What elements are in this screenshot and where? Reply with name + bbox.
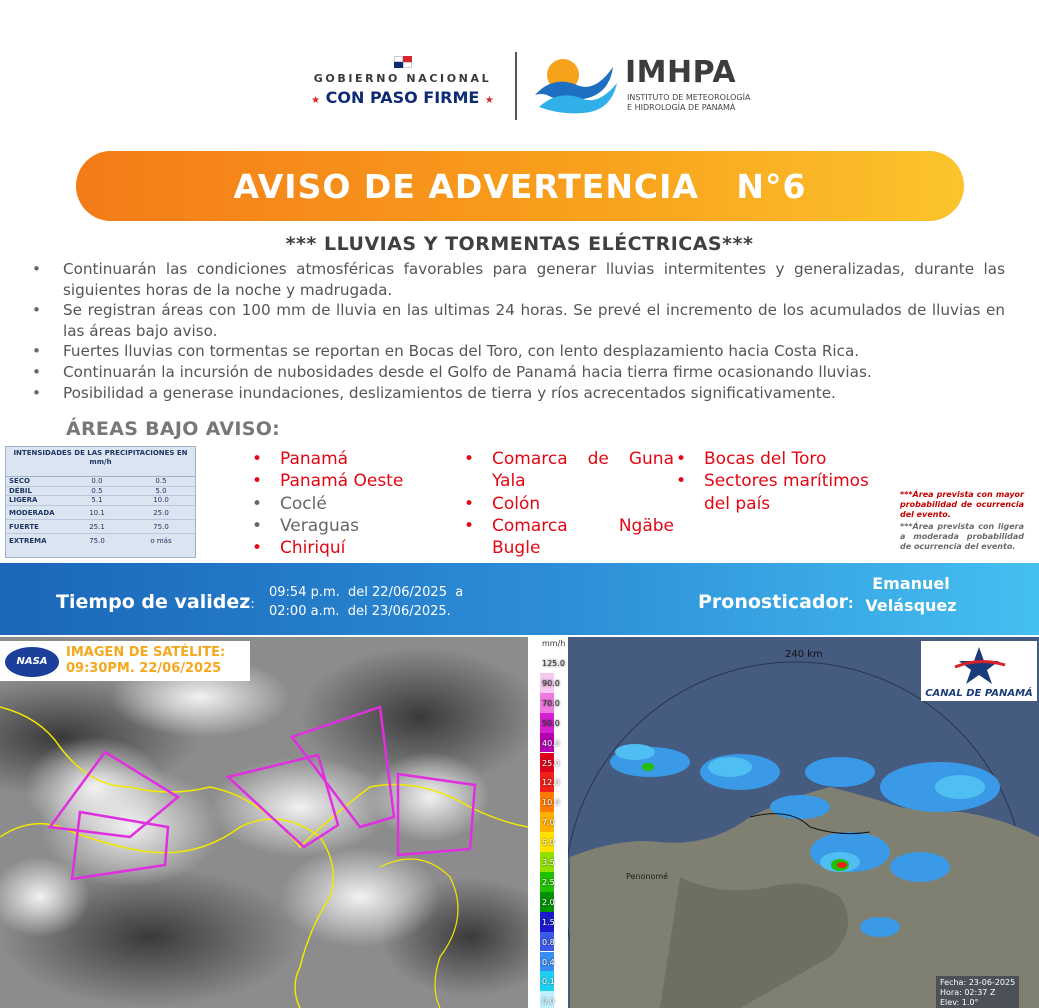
scale-label: 25.0 <box>542 758 560 768</box>
canal-star-icon <box>949 643 1009 687</box>
probability-note <box>900 490 1024 552</box>
gov-line2 <box>300 88 505 107</box>
list-item <box>676 448 896 470</box>
area-name: Bocas del Toro <box>704 449 827 469</box>
gobierno-nacional-logo <box>300 56 505 120</box>
row-min: 10.1 <box>89 508 105 517</box>
warning-title-banner: AVISO DE ADVERTENCIA N°6 <box>76 151 964 221</box>
row-label: EXTREMA <box>9 536 47 545</box>
row-max: 5.0 <box>155 486 167 495</box>
bullet-icon: • <box>464 515 475 536</box>
list-item <box>464 448 674 470</box>
list-item: • Posibilidad a generase inundaciones, deslizamientos de tierra y ríos acrecentados significativamente. <box>30 383 1005 404</box>
list-item <box>464 493 674 515</box>
note-high: ***Área prevista con mayor probabilidad de ocurrencia del evento. <box>900 490 1024 519</box>
scale-label: 70.0 <box>542 698 560 708</box>
list-item <box>676 493 896 515</box>
scale-label: 0.4 <box>542 957 555 967</box>
row-label: DÉBIL <box>9 486 32 495</box>
area-name: Coclé <box>280 493 327 514</box>
area-name: Panamá <box>280 449 349 469</box>
satellite-caption-line2: 09:30PM. 22/06/2025 <box>66 661 222 676</box>
bullet-icon: • <box>252 471 263 492</box>
imhpa-logo <box>533 55 753 117</box>
radar-scale <box>540 637 568 1008</box>
scale-label: 0.0 <box>542 997 555 1007</box>
row-min: 25.1 <box>89 522 105 531</box>
areas-column-1 <box>252 448 452 559</box>
satellite-image <box>0 637 528 1008</box>
scale-label: 2.5 <box>542 877 555 887</box>
areas-column-2 <box>464 448 674 559</box>
list-item: • Continuarán las condiciones atmosféricas favorables para generar lluvias intermitentes y generalizadas, durante las siguientes horas de la noche y madrugada. <box>30 259 1005 300</box>
bullet-icon: • <box>464 449 475 469</box>
row-max: o más <box>150 536 172 545</box>
radar-time: Hora: 02:37 Z <box>940 988 996 997</box>
list-item <box>252 470 452 492</box>
radar-city-label: Penonomé <box>626 872 669 881</box>
forecaster-first: Emanuel <box>872 574 950 593</box>
gov-slogan: CON PASO FIRME <box>325 88 480 107</box>
row-min: 0.5 <box>91 486 103 495</box>
scale-label: 90.0 <box>542 678 560 688</box>
bullet-icon: • <box>676 471 687 492</box>
scale-label: 7.0 <box>542 818 555 828</box>
radar-image <box>540 637 1039 1008</box>
validity-label-text: Tiempo de validez <box>56 591 251 613</box>
scale-label: 125.0 <box>542 659 565 668</box>
scale-label: 40.0 <box>542 738 560 748</box>
list-item <box>252 493 452 515</box>
bullet-icon: • <box>252 515 263 536</box>
area-name: Sectores marítimos <box>704 471 869 492</box>
satellite-cloud-map <box>0 637 528 1008</box>
area-name: Panamá Oeste <box>280 471 404 492</box>
bullet-icon: • <box>252 449 263 469</box>
row-min: 0.0 <box>91 477 103 485</box>
table-header: INTENSIDADES DE LAS PRECIPITACIONES EN mm/h <box>6 447 195 477</box>
table-row <box>6 487 195 497</box>
radar-elev: Elev: 1.0° <box>940 998 979 1007</box>
row-max: 10.0 <box>153 496 169 504</box>
warning-bullets <box>30 259 1005 403</box>
list-item <box>464 470 674 492</box>
radar-range: 240 km <box>785 649 823 660</box>
bullet-icon: • <box>252 538 263 559</box>
canal-name: CANAL DE PANAMÁ <box>925 688 1033 699</box>
list-item: • Continuarán la incursión de nubosidades desde el Golfo de Panamá hacia tierra firme ocasionando lluvias. <box>30 362 1005 383</box>
row-max: 75.0 <box>153 522 169 531</box>
imhpa-subtitle <box>627 93 750 113</box>
table-row <box>6 506 195 520</box>
scale-label: 3.5 <box>542 858 555 867</box>
validity-label <box>56 591 255 613</box>
row-max: 25.0 <box>153 508 169 517</box>
scale-label: 5.0 <box>542 838 555 848</box>
warning-subtitle: *** LLUVIAS Y TORMENTAS ELÉCTRICAS*** <box>285 233 754 255</box>
nasa-logo: NASA <box>5 647 59 677</box>
scale-label: 0.8 <box>542 937 555 947</box>
list-item <box>676 470 896 492</box>
row-label: MODERADA <box>9 508 55 517</box>
area-name: Veraguas <box>280 515 360 536</box>
row-min: 75.0 <box>89 536 105 545</box>
radar-date: Fecha: 23-06-2025 <box>940 978 1016 987</box>
validity-bar <box>0 563 1039 635</box>
panama-flag-icon <box>394 56 412 68</box>
area-name: Yala <box>492 471 526 492</box>
forecaster-name <box>856 573 966 617</box>
area-name: Colón <box>492 493 541 514</box>
list-item <box>464 515 674 537</box>
list-item <box>252 515 452 537</box>
table-row <box>6 477 195 487</box>
forecaster-label <box>698 591 854 613</box>
scale-unit: mm/h <box>542 639 566 648</box>
area-name: del país <box>704 493 771 514</box>
list-item <box>252 448 452 470</box>
validity-start: 09:54 p.m. del 22/06/2025 a <box>269 585 464 600</box>
imhpa-name: IMHPA <box>625 55 737 90</box>
scale-label: 2.0 <box>542 897 555 907</box>
star-icon: ★ <box>484 95 494 106</box>
areas-heading: ÁREAS BAJO AVISO: <box>66 418 281 440</box>
list-item <box>464 537 674 559</box>
scale-label: 50.0 <box>542 718 560 728</box>
table-row <box>6 496 195 506</box>
bullet-icon: • <box>676 449 687 469</box>
imhpa-sub2: E HIDROLOGÍA DE PANAMÁ <box>627 103 736 112</box>
area-name: Comarca de Guna <box>492 449 674 469</box>
validity-end: 02:00 a.m. del 23/06/2025. <box>269 604 451 619</box>
note-moderate: ***Área prevista con ligera a moderada probabilidad de ocurrencia del evento. <box>900 522 1024 551</box>
imhpa-sub1: INSTITUTO DE METEOROLOGÍA <box>627 93 751 102</box>
area-name: Comarca Ngäbe <box>492 515 674 536</box>
row-label: FUERTE <box>9 522 39 531</box>
list-item: • Fuertes lluvias con tormentas se reportan en Bocas del Toro, con lento desplazamiento hacia Costa Rica. <box>30 341 1005 362</box>
bullet-icon: • <box>252 493 263 514</box>
satellite-caption <box>0 641 250 681</box>
area-name: Bugle <box>492 538 541 559</box>
bullet-icon: • <box>464 493 475 514</box>
forecaster-last: Velásquez <box>865 596 957 615</box>
table-row <box>6 520 195 534</box>
scale-label: 1.5 <box>542 917 555 927</box>
canal-panama-logo <box>921 641 1037 701</box>
radar-info <box>936 976 1019 1008</box>
scale-label: 10.0 <box>542 798 560 808</box>
validity-colon: : <box>250 597 255 612</box>
satellite-caption-text <box>66 645 225 677</box>
row-min: 5.1 <box>91 496 103 504</box>
area-name: Chiriquí <box>280 538 346 559</box>
intensity-table <box>5 446 196 558</box>
row-label: LIGERA <box>9 496 38 504</box>
logo-divider <box>515 52 517 120</box>
table-row <box>6 534 195 548</box>
list-item <box>252 537 452 559</box>
scale-label: 12.0 <box>542 778 560 788</box>
areas-column-3 <box>676 448 896 515</box>
list-item: • Se registran áreas con 100 mm de lluvia en las ultimas 24 horas. Se prevé el incremento de los acumulados de lluvias en las áreas bajo aviso. <box>30 300 1005 341</box>
star-icon: ★ <box>311 95 321 106</box>
satellite-caption-line1: IMAGEN DE SATÉLITE: <box>66 645 226 660</box>
validity-period <box>269 583 463 621</box>
imhpa-wave-icon <box>533 55 619 115</box>
forecaster-label-text: Pronosticador <box>698 591 848 613</box>
row-max: 0.5 <box>155 477 167 485</box>
row-label: SECO <box>9 477 30 485</box>
gov-line1: GOBIERNO NACIONAL <box>313 72 492 85</box>
forecaster-colon: : <box>847 596 854 612</box>
scale-label: 0.1 <box>542 977 555 987</box>
